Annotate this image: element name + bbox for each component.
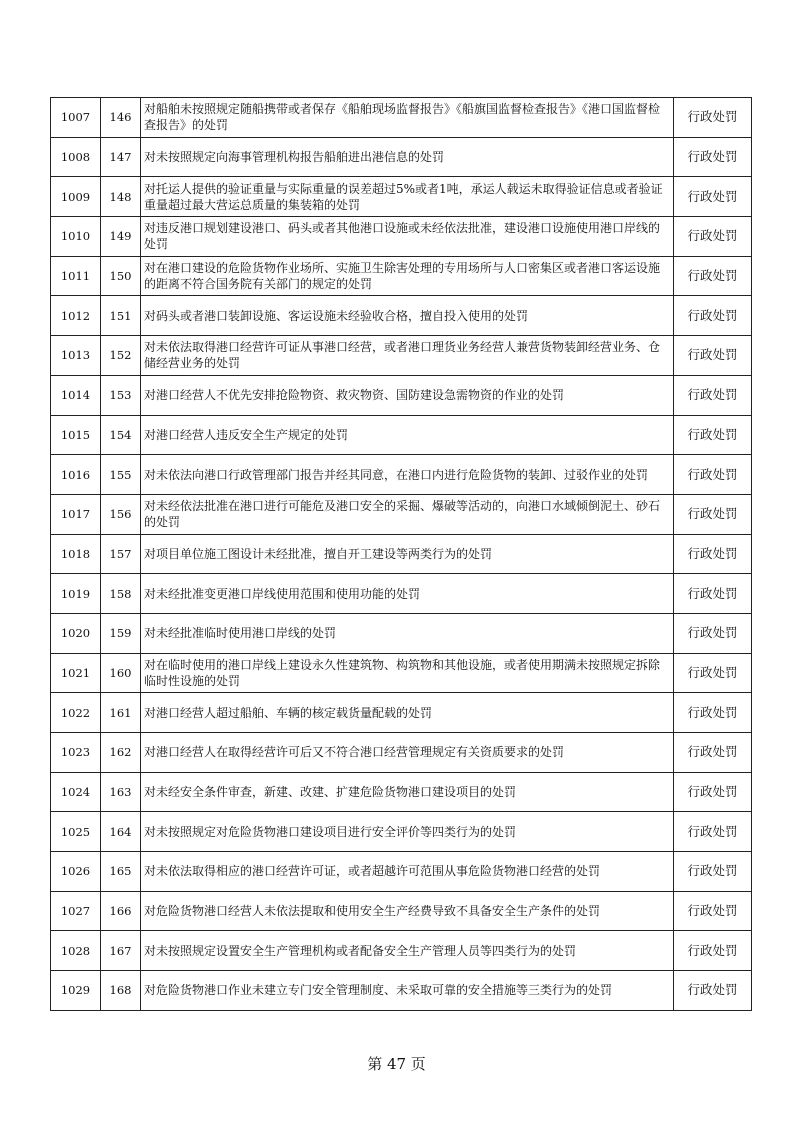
row-seq-cell: 149 [101, 217, 141, 257]
row-seq-cell: 161 [101, 693, 141, 733]
row-id-cell: 1025 [51, 812, 101, 852]
row-seq-cell: 156 [101, 494, 141, 534]
row-item-name-cell: 对港口经营人在取得经营许可后又不符合港口经营管理规定有关资质要求的处罚 [141, 733, 674, 773]
row-item-name-cell: 对船舶未按照规定随船携带或者保存《船舶现场监督报告》《船旗国监督检查报告》《港口国监督检查报告》的处罚 [141, 98, 674, 138]
row-type-cell: 行政处罚 [674, 574, 752, 614]
row-seq-cell: 146 [101, 98, 141, 138]
table-body [51, 98, 752, 1011]
row-item-name-cell: 对在港口建设的危险货物作业场所、实施卫生除害处理的专用场所与人口密集区或者港口客运设施的距离不符合国务院有关部门的规定的处罚 [141, 256, 674, 296]
row-type-cell: 行政处罚 [674, 494, 752, 534]
row-type-cell: 行政处罚 [674, 177, 752, 217]
row-seq-cell: 159 [101, 613, 141, 653]
row-seq-cell: 150 [101, 256, 141, 296]
row-type-cell: 行政处罚 [674, 375, 752, 415]
row-type-cell: 行政处罚 [674, 931, 752, 971]
row-id-cell: 1012 [51, 296, 101, 336]
row-item-name-cell: 对未按照规定设置安全生产管理机构或者配备安全生产管理人员等四类行为的处罚 [141, 931, 674, 971]
table-row [51, 494, 752, 534]
table-row [51, 177, 752, 217]
row-id-cell: 1020 [51, 613, 101, 653]
table-row [51, 812, 752, 852]
row-item-name-cell: 对未经批准临时使用港口岸线的处罚 [141, 613, 674, 653]
row-type-cell: 行政处罚 [674, 891, 752, 931]
row-seq-cell: 157 [101, 534, 141, 574]
row-item-name-cell: 对码头或者港口装卸设施、客运设施未经验收合格，擅自投入使用的处罚 [141, 296, 674, 336]
table-row [51, 931, 752, 971]
row-seq-cell: 151 [101, 296, 141, 336]
row-item-name-cell: 对托运人提供的验证重量与实际重量的误差超过5%或者1吨，承运人载运未取得验证信息或者验证重量超过最大营运总质量的集装箱的处罚 [141, 177, 674, 217]
row-item-name-cell: 对在临时使用的港口岸线上建设永久性建筑物、构筑物和其他设施，或者使用期满未按照规定拆除临时性设施的处罚 [141, 653, 674, 693]
row-type-cell: 行政处罚 [674, 256, 752, 296]
row-id-cell: 1022 [51, 693, 101, 733]
table-row [51, 693, 752, 733]
row-type-cell: 行政处罚 [674, 98, 752, 138]
row-id-cell: 1013 [51, 336, 101, 376]
row-type-cell: 行政处罚 [674, 772, 752, 812]
row-seq-cell: 153 [101, 375, 141, 415]
table-row [51, 891, 752, 931]
row-item-name-cell: 对港口经营人违反安全生产规定的处罚 [141, 415, 674, 455]
row-item-name-cell: 对危险货物港口作业未建立专门安全管理制度、未采取可靠的安全措施等三类行为的处罚 [141, 971, 674, 1011]
row-type-cell: 行政处罚 [674, 852, 752, 892]
row-type-cell: 行政处罚 [674, 296, 752, 336]
row-seq-cell: 152 [101, 336, 141, 376]
row-item-name-cell: 对项目单位施工图设计未经批准，擅自开工建设等两类行为的处罚 [141, 534, 674, 574]
row-type-cell: 行政处罚 [674, 415, 752, 455]
row-type-cell: 行政处罚 [674, 693, 752, 733]
row-id-cell: 1008 [51, 137, 101, 177]
row-seq-cell: 148 [101, 177, 141, 217]
row-id-cell: 1018 [51, 534, 101, 574]
row-seq-cell: 163 [101, 772, 141, 812]
row-seq-cell: 166 [101, 891, 141, 931]
row-item-name-cell: 对港口经营人不优先安排抢险物资、救灾物资、国防建设急需物资的作业的处罚 [141, 375, 674, 415]
table-row [51, 455, 752, 495]
row-seq-cell: 162 [101, 733, 141, 773]
row-seq-cell: 155 [101, 455, 141, 495]
row-id-cell: 1026 [51, 852, 101, 892]
row-item-name-cell: 对未依法取得港口经营许可证从事港口经营，或者港口理货业务经营人兼营货物装卸经营业务、仓储经营业务的处罚 [141, 336, 674, 376]
row-type-cell: 行政处罚 [674, 534, 752, 574]
table-row [51, 852, 752, 892]
row-id-cell: 1024 [51, 772, 101, 812]
row-seq-cell: 165 [101, 852, 141, 892]
row-id-cell: 1021 [51, 653, 101, 693]
row-item-name-cell: 对违反港口规划建设港口、码头或者其他港口设施或未经依法批准，建设港口设施使用港口岸线的处罚 [141, 217, 674, 257]
row-type-cell: 行政处罚 [674, 613, 752, 653]
table-row [51, 296, 752, 336]
row-id-cell: 1016 [51, 455, 101, 495]
row-item-name-cell: 对未经依法批准在港口进行可能危及港口安全的采掘、爆破等活动的，向港口水域倾倒泥土、砂石的处罚 [141, 494, 674, 534]
table-row [51, 653, 752, 693]
row-id-cell: 1007 [51, 98, 101, 138]
row-type-cell: 行政处罚 [674, 812, 752, 852]
row-type-cell: 行政处罚 [674, 653, 752, 693]
table-row [51, 733, 752, 773]
row-seq-cell: 167 [101, 931, 141, 971]
table-row [51, 574, 752, 614]
row-item-name-cell: 对港口经营人超过船舶、车辆的核定载货量配载的处罚 [141, 693, 674, 733]
row-id-cell: 1029 [51, 971, 101, 1011]
table-row [51, 772, 752, 812]
row-item-name-cell: 对未按照规定向海事管理机构报告船舶进出港信息的处罚 [141, 137, 674, 177]
table-row [51, 336, 752, 376]
row-id-cell: 1010 [51, 217, 101, 257]
table-row [51, 217, 752, 257]
table-row [51, 98, 752, 138]
row-type-cell: 行政处罚 [674, 137, 752, 177]
row-id-cell: 1011 [51, 256, 101, 296]
table-row [51, 256, 752, 296]
row-seq-cell: 164 [101, 812, 141, 852]
row-item-name-cell: 对未依法向港口行政管理部门报告并经其同意，在港口内进行危险货物的装卸、过驳作业的处罚 [141, 455, 674, 495]
row-type-cell: 行政处罚 [674, 971, 752, 1011]
table-row [51, 613, 752, 653]
row-type-cell: 行政处罚 [674, 733, 752, 773]
row-seq-cell: 160 [101, 653, 141, 693]
row-item-name-cell: 对危险货物港口经营人未依法提取和使用安全生产经费导致不具备安全生产条件的处罚 [141, 891, 674, 931]
table-row [51, 415, 752, 455]
row-seq-cell: 147 [101, 137, 141, 177]
row-id-cell: 1027 [51, 891, 101, 931]
row-id-cell: 1023 [51, 733, 101, 773]
row-seq-cell: 154 [101, 415, 141, 455]
row-item-name-cell: 对未经批准变更港口岸线使用范围和使用功能的处罚 [141, 574, 674, 614]
row-type-cell: 行政处罚 [674, 455, 752, 495]
row-id-cell: 1019 [51, 574, 101, 614]
row-seq-cell: 168 [101, 971, 141, 1011]
row-type-cell: 行政处罚 [674, 217, 752, 257]
row-id-cell: 1014 [51, 375, 101, 415]
row-id-cell: 1009 [51, 177, 101, 217]
row-id-cell: 1028 [51, 931, 101, 971]
table-row [51, 534, 752, 574]
table-row [51, 375, 752, 415]
row-id-cell: 1015 [51, 415, 101, 455]
page-number: 第 47 页 [367, 1055, 426, 1073]
penalty-table [50, 97, 752, 1011]
table-row [51, 137, 752, 177]
row-seq-cell: 158 [101, 574, 141, 614]
row-item-name-cell: 对未依法取得相应的港口经营许可证，或者超越许可范围从事危险货物港口经营的处罚 [141, 852, 674, 892]
row-id-cell: 1017 [51, 494, 101, 534]
table-row [51, 971, 752, 1011]
row-item-name-cell: 对未按照规定对危险货物港口建设项目进行安全评价等四类行为的处罚 [141, 812, 674, 852]
row-item-name-cell: 对未经安全条件审查，新建、改建、扩建危险货物港口建设项目的处罚 [141, 772, 674, 812]
row-type-cell: 行政处罚 [674, 336, 752, 376]
